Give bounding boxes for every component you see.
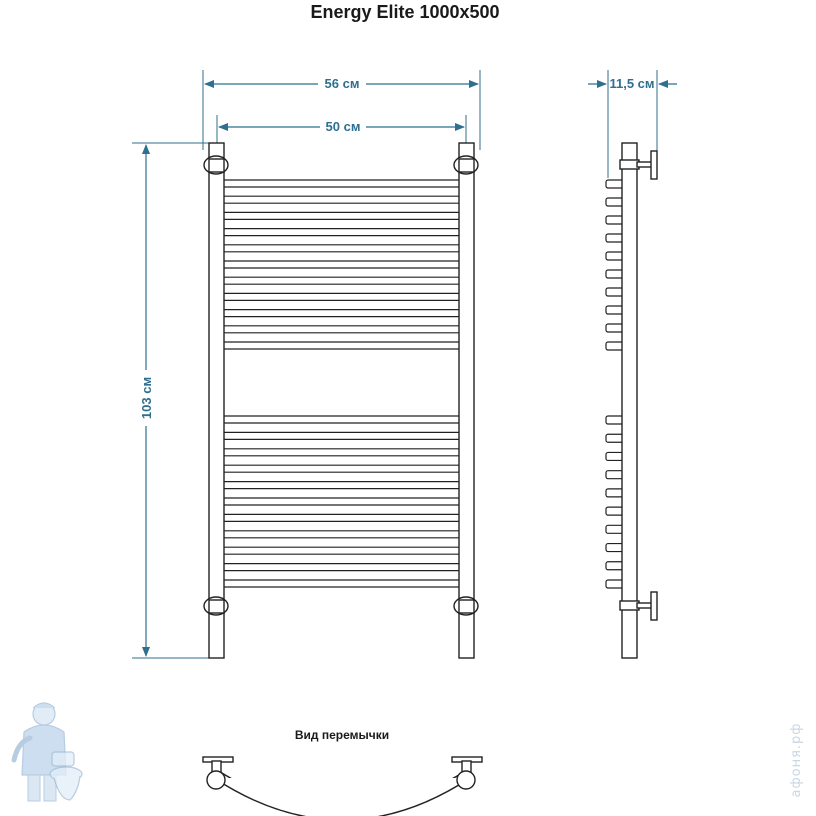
lower-stub-9 [606, 562, 624, 570]
dimension-inner-width [217, 115, 466, 152]
mount-top-right [454, 156, 478, 174]
depth-label: 11,5 см [609, 76, 655, 91]
upper-stub-9 [606, 324, 624, 332]
upper-stub-4 [606, 234, 624, 242]
lower-rung-8 [222, 531, 461, 538]
dimension-height [132, 143, 210, 658]
upper-rung-10 [222, 326, 461, 333]
dimension-outer-width [203, 70, 480, 150]
lower-stub-1 [606, 416, 624, 424]
upper-stub-7 [606, 288, 624, 296]
mount-top-left [204, 156, 228, 174]
lower-rung-3 [222, 449, 461, 456]
front-rungs [222, 180, 461, 587]
side-post [622, 143, 637, 658]
lower-stub-8 [606, 544, 624, 552]
upper-rung-11 [222, 342, 461, 349]
mount-bottom-right [454, 597, 478, 615]
lower-stub-6 [606, 507, 624, 515]
upper-rung-3 [222, 212, 461, 219]
lower-rung-5 [222, 482, 461, 489]
lower-stub-3 [606, 452, 624, 460]
lower-rung-6 [222, 498, 461, 505]
lower-stub-4 [606, 471, 624, 479]
product-title: Energy Elite 1000x500 [310, 2, 500, 22]
mount-bottom-left [204, 597, 228, 615]
upper-rung-6 [222, 261, 461, 268]
inner-width-label: 50 см [325, 119, 361, 134]
upper-rung-8 [222, 293, 461, 300]
upper-stub-5 [606, 252, 624, 260]
upper-stub-2 [606, 198, 624, 206]
lower-stub-5 [606, 489, 624, 497]
lower-rung-7 [222, 514, 461, 521]
side-stubs [606, 180, 624, 588]
height-label: 103 см [139, 376, 154, 420]
upper-stub-8 [606, 306, 624, 314]
upper-rung-4 [222, 229, 461, 236]
lower-rung-10 [222, 564, 461, 571]
upper-rung-5 [222, 245, 461, 252]
upper-stub-1 [606, 180, 624, 188]
watermark: афоня.рф [789, 722, 804, 798]
side-view [606, 143, 657, 658]
jumper-view [203, 757, 482, 816]
lower-rung-9 [222, 547, 461, 554]
lower-rung-11 [222, 580, 461, 587]
front-view [204, 143, 478, 658]
upper-rung-7 [222, 277, 461, 284]
lower-rung-2 [222, 432, 461, 439]
upper-rung-1 [222, 180, 461, 187]
outer-width-label: 56 см [324, 76, 360, 91]
lower-stub-2 [606, 434, 624, 442]
lower-rung-1 [222, 416, 461, 423]
upper-rung-9 [222, 310, 461, 317]
upper-stub-3 [606, 216, 624, 224]
jumper-view-caption: Вид перемычки [294, 728, 390, 742]
upper-stub-6 [606, 270, 624, 278]
lower-rung-4 [222, 465, 461, 472]
upper-stub-10 [606, 342, 624, 350]
lower-stub-10 [606, 580, 624, 588]
left-post [209, 160, 224, 658]
right-post [459, 160, 474, 658]
lower-stub-7 [606, 525, 624, 533]
upper-rung-2 [222, 196, 461, 203]
